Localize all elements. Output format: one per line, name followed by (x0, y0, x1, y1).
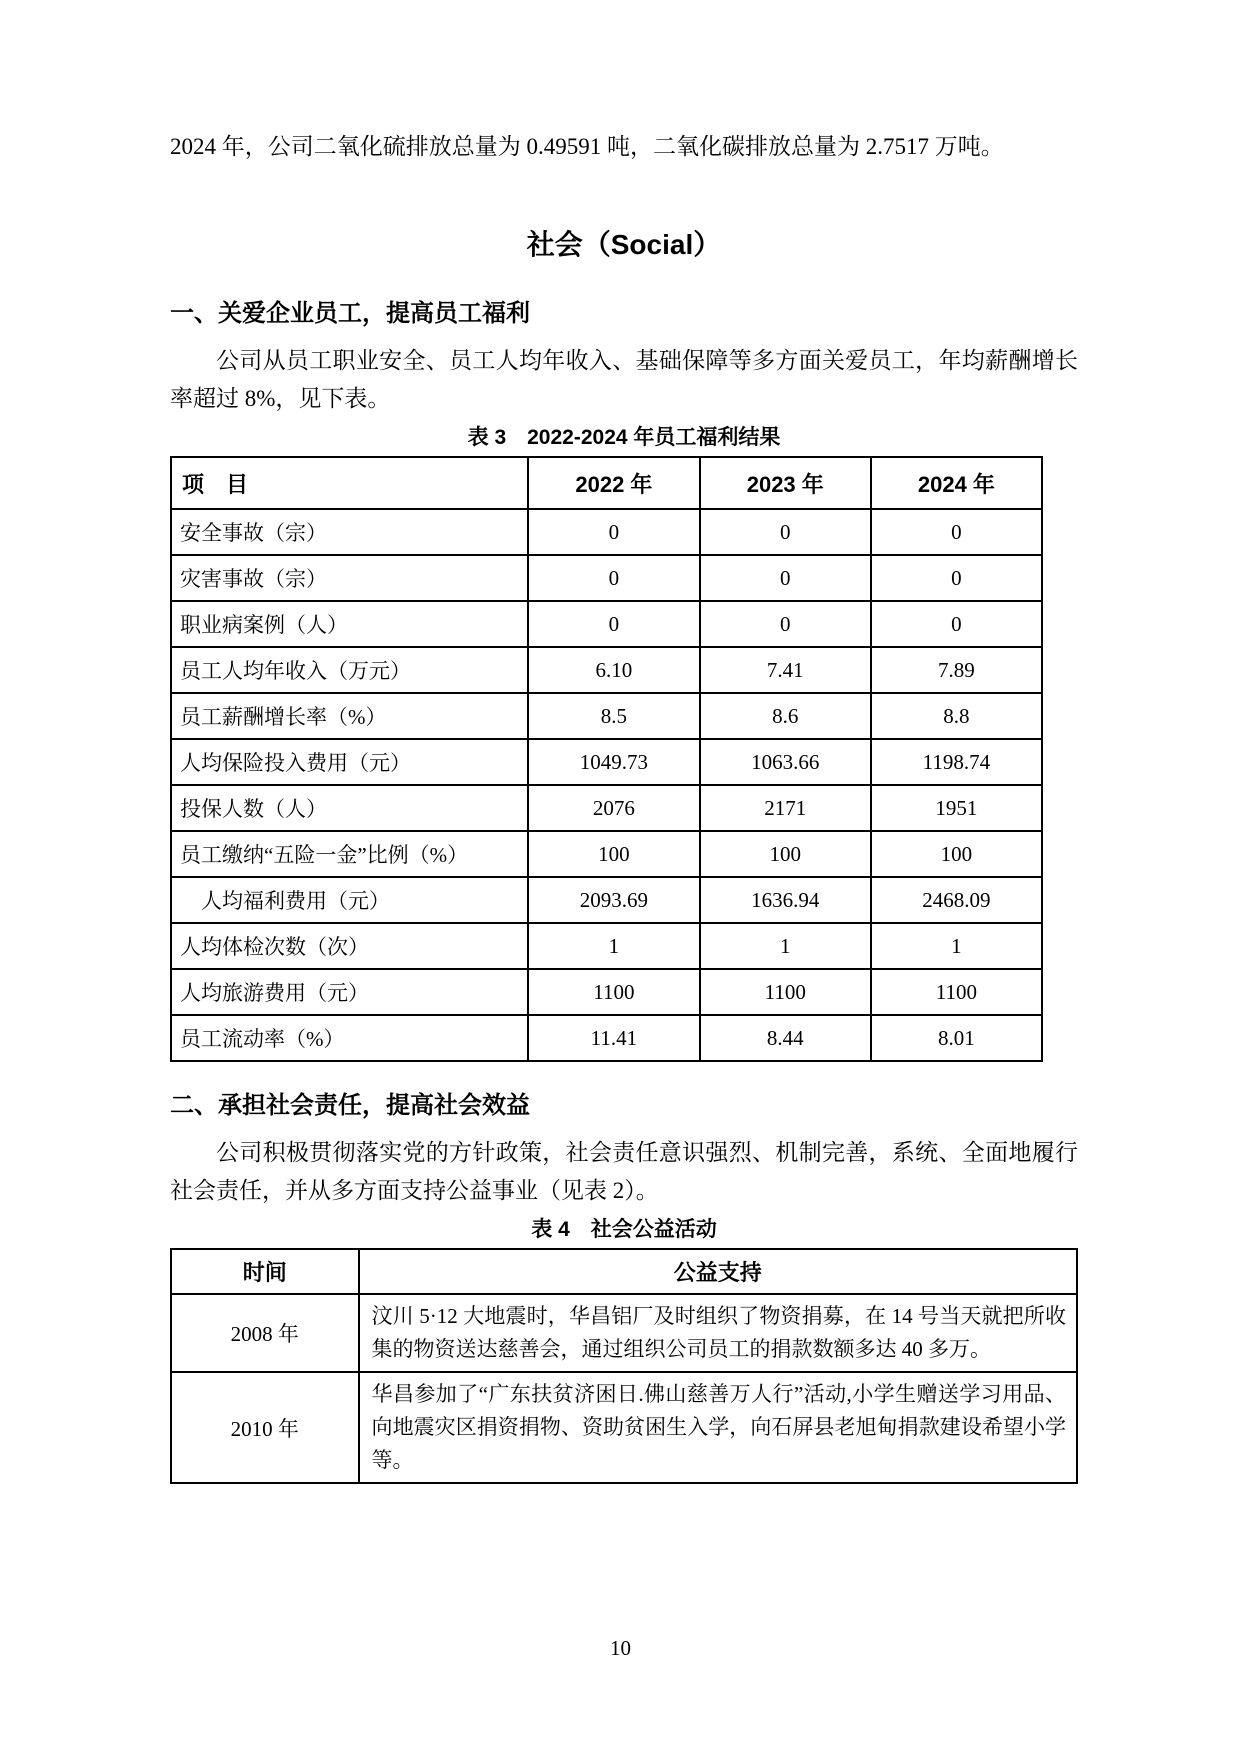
welfare-row-label: 人均福利费用（元） (171, 877, 528, 923)
welfare-value-cell: 1100 (700, 969, 871, 1015)
welfare-table-row (171, 1015, 1042, 1061)
welfare-value-cell: 8.6 (700, 693, 871, 739)
charity-row-year: 2010 年 (171, 1372, 359, 1483)
charity-row-year: 2008 年 (171, 1294, 359, 1372)
section-1-heading: 一、关爱企业员工，提高员工福利 (170, 300, 530, 327)
charity-row-description: 华昌参加了“广东扶贫济困日.佛山慈善万人行”活动,小学生赠送学习用品、向地震灾区捐资捐物、资助贫困生入学，向石屏县老旭甸捐款建设希望小学等。 (359, 1372, 1077, 1483)
welfare-table-row (171, 555, 1042, 601)
welfare-table-row (171, 831, 1042, 877)
welfare-value-cell: 2468.09 (871, 877, 1042, 923)
welfare-value-cell: 1 (871, 923, 1042, 969)
welfare-row-label: 人均旅游费用（元） (171, 969, 528, 1015)
charity-header-row (171, 1249, 1077, 1294)
charity-table-body (171, 1294, 1077, 1483)
welfare-value-cell: 8.8 (871, 693, 1042, 739)
welfare-value-cell: 100 (528, 831, 700, 877)
charity-column-header: 时间 (171, 1249, 359, 1294)
welfare-value-cell: 100 (871, 831, 1042, 877)
welfare-value-cell: 0 (528, 509, 700, 555)
welfare-value-cell: 8.01 (871, 1015, 1042, 1061)
welfare-table-row (171, 969, 1042, 1015)
welfare-column-header: 2022 年 (528, 457, 700, 509)
welfare-value-cell: 8.44 (700, 1015, 871, 1061)
welfare-value-cell: 2171 (700, 785, 871, 831)
welfare-column-header: 2023 年 (700, 457, 871, 509)
welfare-value-cell: 1063.66 (700, 739, 871, 785)
welfare-value-cell: 0 (700, 555, 871, 601)
welfare-row-label: 职业病案例（人） (171, 601, 528, 647)
welfare-header-row (171, 457, 1042, 509)
section-2-paragraph: 公司积极贯彻落实党的方针政策，社会责任意识强烈、机制完善，系统、全面地履行社会责任，并从多方面支持公益事业（见表 2）。 (170, 1140, 1078, 1203)
welfare-value-cell: 1 (528, 923, 700, 969)
welfare-value-cell: 1049.73 (528, 739, 700, 785)
welfare-value-cell: 100 (700, 831, 871, 877)
welfare-column-header: 2024 年 (871, 457, 1042, 509)
welfare-value-cell: 1198.74 (871, 739, 1042, 785)
section-2-heading: 二、承担社会责任，提高社会效益 (170, 1092, 530, 1119)
welfare-table-head (171, 457, 1042, 509)
welfare-row-label: 人均体检次数（次） (171, 923, 528, 969)
welfare-row-label: 员工薪酬增长率（%） (171, 693, 528, 739)
page-title: 社会（Social） (526, 229, 722, 260)
welfare-row-label: 投保人数（人） (171, 785, 528, 831)
welfare-column-header: 项 目 (171, 457, 528, 509)
welfare-table-caption: 表 3 2022-2024 年员工福利结果 (467, 426, 781, 449)
charity-column-header: 公益支持 (359, 1249, 1077, 1294)
welfare-value-cell: 2093.69 (528, 877, 700, 923)
welfare-table-row (171, 509, 1042, 555)
charity-table (170, 1248, 1078, 1484)
welfare-table-row (171, 785, 1042, 831)
charity-table-row (171, 1294, 1077, 1372)
welfare-value-cell: 0 (528, 555, 700, 601)
welfare-value-cell: 1636.94 (700, 877, 871, 923)
charity-table-caption: 表 4 社会公益活动 (531, 1218, 717, 1241)
welfare-value-cell: 0 (528, 601, 700, 647)
welfare-table-body (171, 509, 1042, 1061)
welfare-value-cell: 1 (700, 923, 871, 969)
welfare-value-cell: 0 (700, 601, 871, 647)
welfare-table (170, 456, 1043, 1062)
welfare-row-label: 安全事故（宗） (171, 509, 528, 555)
charity-table-head (171, 1249, 1077, 1294)
welfare-value-cell: 0 (871, 509, 1042, 555)
intro-paragraph: 2024 年，公司二氧化硫排放总量为 0.49591 吨，二氧化碳排放总量为 2.7517 万吨。 (170, 134, 1004, 159)
welfare-table-row (171, 647, 1042, 693)
welfare-row-label: 灾害事故（宗） (171, 555, 528, 601)
charity-row-description: 汶川 5·12 大地震时，华昌铝厂及时组织了物资捐募，在 14 号当天就把所收集的物资送达慈善会，通过组织公司员工的捐款数额多达 40 多万。 (359, 1294, 1077, 1372)
page-content (170, 0, 1078, 1484)
welfare-value-cell: 8.5 (528, 693, 700, 739)
welfare-value-cell: 1951 (871, 785, 1042, 831)
welfare-row-label: 人均保险投入费用（元） (171, 739, 528, 785)
welfare-value-cell: 0 (871, 601, 1042, 647)
welfare-table-row (171, 739, 1042, 785)
welfare-value-cell: 7.41 (700, 647, 871, 693)
section-1-paragraph: 公司从员工职业安全、员工人均年收入、基础保障等多方面关爱员工，年均薪酬增长率超过 8%，见下表。 (170, 348, 1078, 411)
welfare-row-label: 员工缴纳“五险一金”比例（%） (171, 831, 528, 877)
welfare-row-label: 员工流动率（%） (171, 1015, 528, 1061)
welfare-value-cell: 11.41 (528, 1015, 700, 1061)
welfare-value-cell: 1100 (528, 969, 700, 1015)
welfare-value-cell: 2076 (528, 785, 700, 831)
welfare-value-cell: 0 (700, 509, 871, 555)
welfare-table-row (171, 693, 1042, 739)
welfare-row-label: 员工人均年收入（万元） (171, 647, 528, 693)
welfare-table-row (171, 877, 1042, 923)
welfare-value-cell: 6.10 (528, 647, 700, 693)
welfare-table-row (171, 601, 1042, 647)
welfare-value-cell: 1100 (871, 969, 1042, 1015)
welfare-table-row (171, 923, 1042, 969)
welfare-value-cell: 7.89 (871, 647, 1042, 693)
charity-table-row (171, 1372, 1077, 1483)
welfare-value-cell: 0 (871, 555, 1042, 601)
page-number: 10 (610, 1636, 631, 1660)
